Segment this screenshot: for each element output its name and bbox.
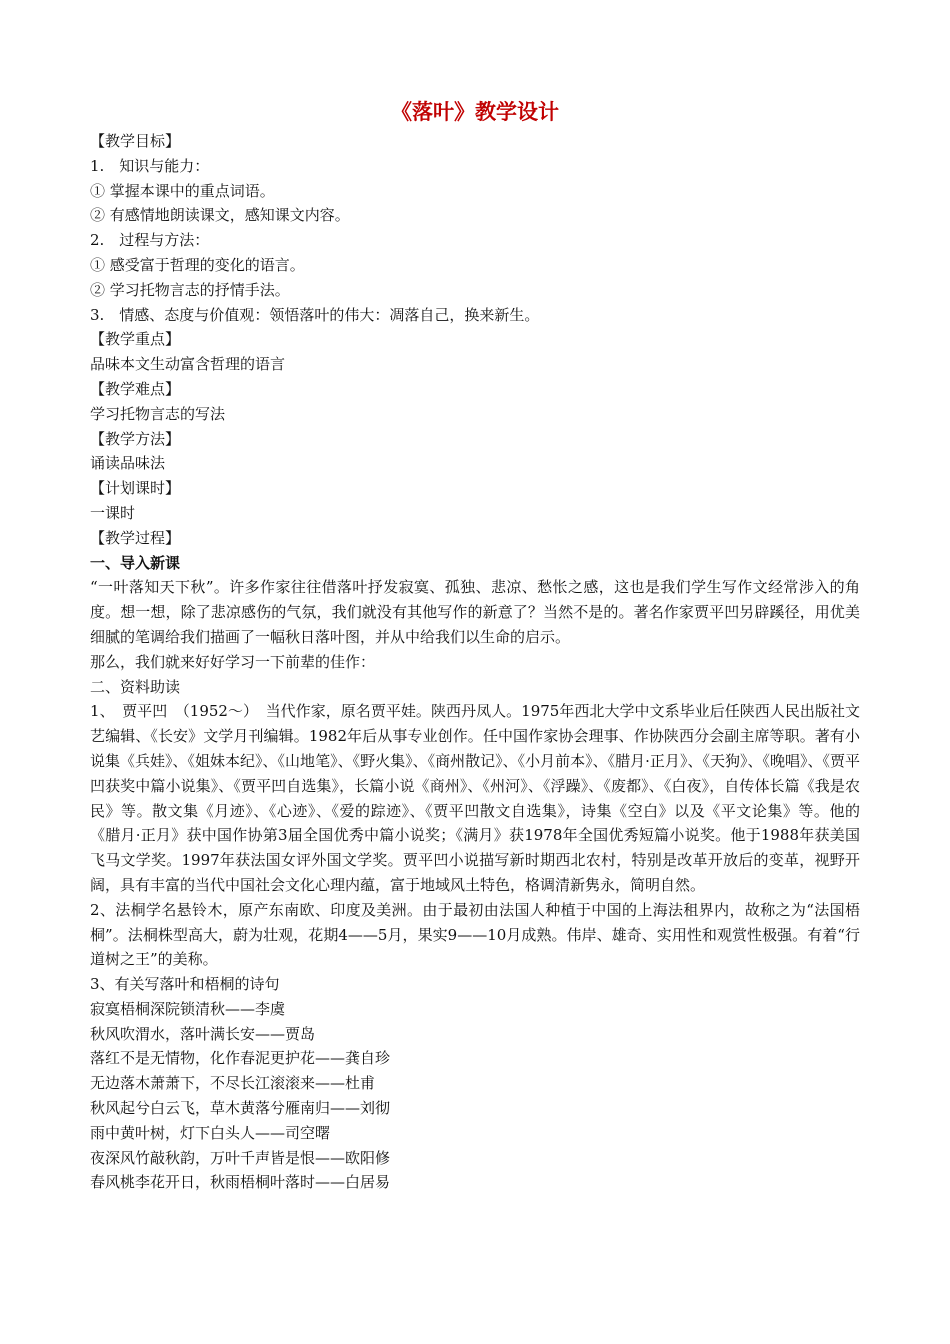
poem-list bbox=[90, 997, 860, 1195]
goal-3: 3. 情感、态度与价值观：领悟落叶的伟大：凋落自己，换来新生。 bbox=[90, 305, 540, 324]
poem-line: 落红不是无情物，化作春泥更护花——龚自珍 bbox=[90, 1049, 391, 1068]
intro-tail: 那么，我们就来好好学习一下前辈的佳作： bbox=[90, 652, 376, 671]
goal-1-item-2: ② 有感情地朗读课文，感知课文内容。 bbox=[90, 206, 350, 225]
poems-heading: 3、有关写落叶和梧桐的诗句 bbox=[90, 975, 280, 994]
heading-process: 【教学过程】 bbox=[90, 528, 181, 547]
goal-2-item-1: ① 感受富于哲理的变化的语言。 bbox=[90, 255, 305, 274]
poem-line: 秋风起兮白云飞，草木黄落兮雁南归——刘彻 bbox=[90, 1099, 391, 1118]
intro-paragraph: “一叶落知天下秋”。许多作家往往借落叶抒发寂寞、孤独、悲凉、愁怅之感，这也是我们学生写作文经常涉入的角度。想一想，除了悲凉感伤的气氛，我们就没有其他写作的新意了？当然不是的。著名作家贾平凹另辟蹊径，用优美细腻的笔调给我们描画了一幅秋日落叶图，并从中给我们以生命的启示。 bbox=[90, 578, 860, 646]
poem-line: 春风桃李花开日，秋雨梧桐叶落时——白居易 bbox=[90, 1173, 391, 1192]
document-page bbox=[90, 96, 860, 1195]
key-points-text: 品味本文生动富含哲理的语言 bbox=[90, 355, 286, 374]
poem-line: 夜深风竹敲秋韵，万叶千声皆是恨——欧阳修 bbox=[90, 1148, 391, 1167]
goal-2-item-2: ② 学习托物言志的抒情手法。 bbox=[90, 280, 290, 299]
poem-line: 无边落木萧萧下，不尽长江滚滚来——杜甫 bbox=[90, 1074, 376, 1093]
author-paragraph: 1、 贾平凹 （1952～） 当代作家，原名贾平娃。陕西丹凤人。1975年西北大学中文系毕业后任陕西人民出版社文艺编辑、《长安》文学月刊编辑。1982年后从事专业创作。任中国作家协会理事、作协陕西分会副主席等职。著有小说集《兵娃》、《姐妹本纪》、《山地笔》、《野火集》、《商州散记》、《小月前本》、《腊月·正月》、《天狗》、《晚唱》、《贾平凹获奖中篇小说集》、《贾平凹自选集》，长篇小说《商州》、《州河》、《浮躁》、《废都》、《白夜》，自传体长篇《我是农民》等。散文集《月迹》、《心迹》、《爱的踪迹》、《贾平凹散文自选集》，诗集《空白》以及《平文论集》等。他的《腊月·正月》获中国作协第3届全国优秀中篇小说奖；《满月》获1978年全国优秀短篇小说奖。他于1988年获美国飞马文学奖。1997年获法国女评外国文学奖。贾平凹小说描写新时期西北农村，特别是改革开放后的变革，视野开阔，具有丰富的当代中国社会文化心理内蕴，富于地域风土特色，格调清新隽永，简明自然。 bbox=[90, 702, 860, 894]
heading-difficulties: 【教学难点】 bbox=[90, 379, 181, 398]
heading-key-points: 【教学重点】 bbox=[90, 330, 181, 349]
poem-line: 秋风吹渭水，落叶满长安——贾岛 bbox=[90, 1024, 316, 1043]
difficulties-text: 学习托物言志的写法 bbox=[90, 404, 226, 423]
poem-line: 雨中黄叶树，灯下白头人——司空曙 bbox=[90, 1123, 331, 1142]
class-hours-text: 一课时 bbox=[90, 503, 136, 522]
goal-2: 2. 过程与方法： bbox=[90, 231, 210, 250]
heading-class-hours: 【计划课时】 bbox=[90, 479, 181, 498]
material-heading: 二、资料助读 bbox=[90, 677, 181, 696]
goal-1-item-1: ① 掌握本课中的重点词语。 bbox=[90, 181, 275, 200]
intro-heading: 一、导入新课 bbox=[90, 553, 181, 572]
heading-methods: 【教学方法】 bbox=[90, 429, 181, 448]
document-title: 《落叶》教学设计 bbox=[391, 99, 559, 124]
poem-line: 寂寞梧桐深院锁清秋——李虞 bbox=[90, 999, 286, 1018]
tree-paragraph: 2、法桐学名悬铃木，原产东南欧、印度及美洲。由于最初由法国人种植于中国的上海法租界内，故称之为“法国梧桐”。法桐株型高大，蔚为壮观，花期4——5月，果实9——10月成熟。伟岸、雄奇、实用性和观赏性极强。有着“行道树之王”的美称。 bbox=[90, 900, 860, 969]
goal-1: 1. 知识与能力： bbox=[90, 156, 210, 175]
methods-text: 诵读品味法 bbox=[90, 454, 166, 473]
top-sections bbox=[90, 129, 860, 551]
heading-teaching-goals: 【教学目标】 bbox=[90, 132, 181, 150]
